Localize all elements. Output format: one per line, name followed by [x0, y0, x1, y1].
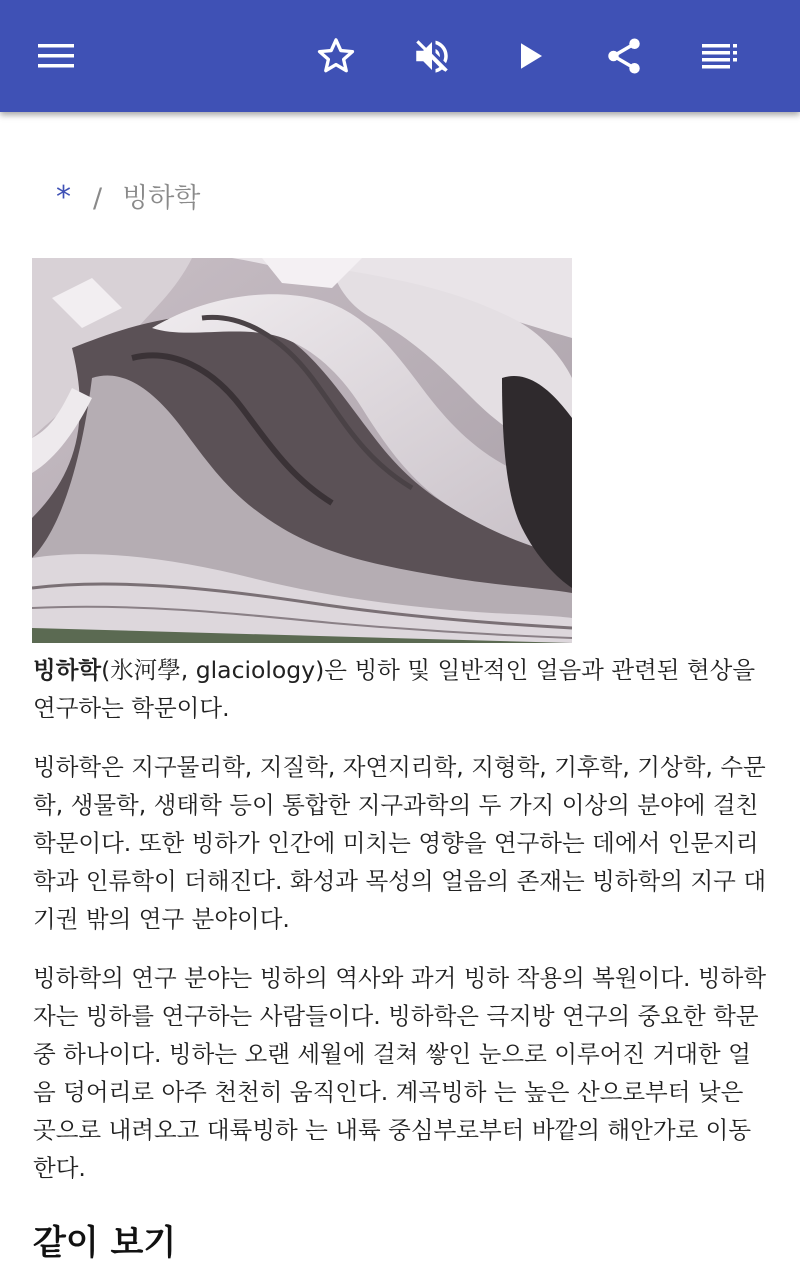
play-icon — [512, 38, 548, 74]
breadcrumb-home-link[interactable]: * — [56, 180, 71, 215]
glacier-photo[interactable] — [32, 258, 572, 643]
glacier-image — [32, 258, 572, 643]
breadcrumb — [56, 178, 200, 219]
article-term: 빙하학 — [33, 656, 102, 684]
volume-off-icon — [411, 35, 453, 77]
breadcrumb-current: 빙하학 — [122, 183, 201, 214]
app-toolbar — [0, 0, 800, 112]
share-button[interactable] — [596, 28, 652, 84]
menu-icon — [36, 41, 76, 71]
article-body — [33, 651, 773, 1263]
playlist-icon — [700, 41, 740, 71]
breadcrumb-separator: / — [93, 183, 103, 214]
menu-button[interactable] — [28, 28, 84, 84]
article-intro — [33, 651, 773, 727]
star-outline-icon — [315, 35, 357, 77]
article-content — [0, 112, 800, 1280]
favorite-button[interactable] — [308, 28, 364, 84]
mute-button[interactable] — [404, 28, 460, 84]
article-intro-text: (氷河學, glaciology)은 빙하 및 일반적인 얼음과 관련된 현상을 연구하는 학문이다. — [33, 656, 756, 722]
article-paragraph-3: 빙하학의 연구 분야는 빙하의 역사와 과거 빙하 작용의 복원이다. 빙하학자는 빙하를 연구하는 사람들이다. 빙하학은 극지방 연구의 중요한 학문 중 하나이다. 빙하는 오랜 세월에 걸쳐 쌓인 눈으로 이루어진 거대한 얼음 덩어리로 아주 천천히 움직인다. 계곡빙하 는 높은 산으로부터 낮은 곳으로 내려오고 대륙빙하 는 내륙 중심부로부터 바깥의 해안가로 이동한다. — [33, 964, 767, 1182]
share-icon — [603, 35, 645, 77]
contents-button[interactable] — [692, 28, 748, 84]
article-paragraph-2: 빙하학은 지구물리학, 지질학, 자연지리학, 지형학, 기후학, 기상학, 수문학, 생물학, 생태학 등이 통합한 지구과학의 두 가지 이상의 분야에 걸친 학문이다. 또한 빙하가 인간에 미치는 영향을 연구하는 데에서 인문지리학과 인류학이 더해진다. 화성과 목성의 얼음의 존재는 빙하학의 지구 대기권 밖의 연구 분야이다. — [33, 753, 767, 933]
play-button[interactable] — [502, 28, 558, 84]
section-heading-see-also: 같이 보기 — [33, 1223, 177, 1263]
